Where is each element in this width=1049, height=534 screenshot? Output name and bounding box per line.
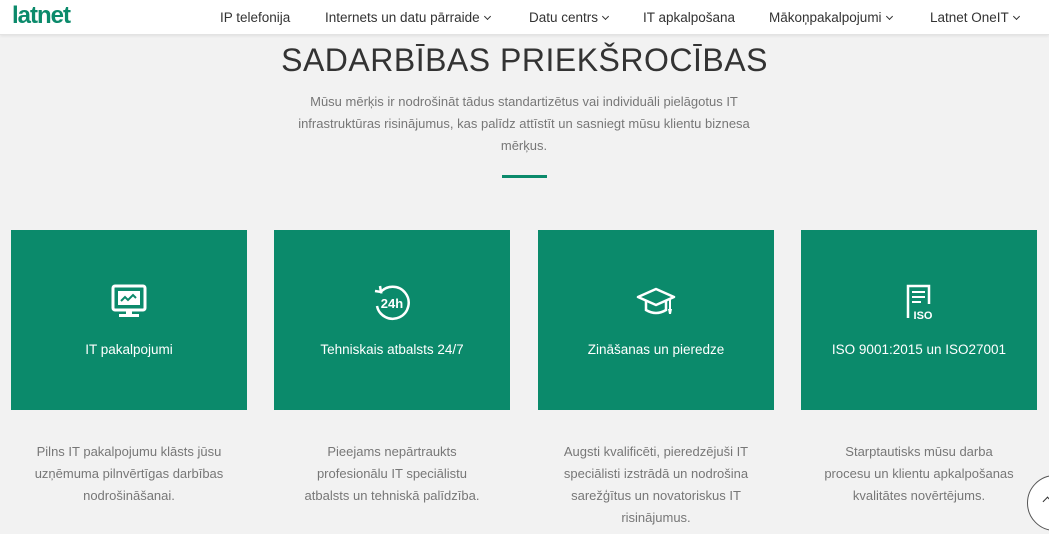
card-description — [11, 441, 247, 507]
chevron-down-icon — [1013, 13, 1020, 20]
section-title: SADARBĪBAS PRIEKŠROCĪBAS — [281, 42, 768, 78]
desc-line: kvalitātes novērtējums. — [852, 488, 986, 503]
nav-datu-centrs[interactable] — [529, 10, 608, 25]
card-tehniskais-atbalsts[interactable] — [274, 230, 510, 410]
card-description — [801, 441, 1037, 507]
card-label: ISO 9001:2015 un ISO27001 — [831, 342, 1007, 357]
desc-line: nodrošināšanai. — [83, 488, 175, 503]
desc-line: profesionālu IT speciālistu — [316, 466, 468, 481]
chevron-down-icon — [886, 13, 893, 20]
chevron-down-icon — [484, 13, 491, 20]
graduation-cap-icon — [636, 282, 676, 322]
desc-line: Pilns IT pakalpojumu klāsts jūsu — [36, 444, 222, 459]
card-iso[interactable] — [801, 230, 1037, 410]
section-divider — [502, 175, 547, 178]
card-label: IT pakalpojumi — [85, 342, 173, 357]
latnet-logo[interactable]: latnet — [12, 2, 71, 29]
chevron-up-icon — [1043, 497, 1049, 507]
section-intro — [294, 91, 754, 157]
icon-text: 24h — [380, 296, 404, 311]
desc-line: sarežģītus un novatoriskus IT — [571, 488, 741, 503]
nav-ip-telefonija[interactable] — [220, 10, 290, 25]
desc-line: Pieejams nepārtraukts — [327, 444, 457, 459]
chevron-down-icon — [602, 13, 609, 20]
nav-label: IP telefonija — [220, 10, 291, 25]
card-description — [538, 441, 774, 529]
nav-it-apkalposana[interactable] — [643, 10, 735, 25]
intro-line: mērķus. — [500, 138, 548, 153]
nav-label: Mākoņpakalpojumi — [769, 10, 882, 25]
nav-latnet-oneit[interactable] — [930, 10, 1019, 25]
nav-label: Datu centrs — [529, 10, 599, 25]
desc-line: atbalsts un tehniskā palīdzība. — [304, 488, 480, 503]
desc-line: Augsti kvalificēti, pieredzējuši IT — [563, 444, 749, 459]
top-navbar — [0, 0, 1049, 35]
card-label: Tehniskais atbalsts 24/7 — [320, 342, 464, 357]
icon-text: ISO — [913, 310, 933, 322]
card-label: Zināšanas un pieredze — [587, 342, 725, 357]
desc-line: risinājumus. — [621, 510, 691, 525]
nav-internets[interactable] — [325, 10, 490, 25]
desc-line: Starptautisks mūsu darba — [845, 444, 993, 459]
desc-line: uzņēmuma pilnvērtīgas darbības — [34, 466, 224, 481]
iso-certificate-icon — [899, 282, 939, 322]
nav-label: IT apkalpošana — [643, 10, 736, 25]
card-zinasanas[interactable] — [538, 230, 774, 410]
nav-makonpakalpojumi[interactable] — [769, 10, 892, 25]
24h-support-icon — [372, 282, 412, 322]
nav-label: Latnet OneIT — [930, 10, 1009, 25]
nav-label: Internets un datu pārraide — [325, 10, 480, 25]
monitor-icon — [109, 282, 149, 322]
card-it-pakalpojumi[interactable] — [11, 230, 247, 410]
desc-line: speciālisti izstrādā un nodrošina — [563, 466, 749, 481]
desc-line: procesu un klientu apkalpošanas — [824, 466, 1014, 481]
card-description — [274, 441, 510, 507]
intro-line: Mūsu mērķis ir nodrošināt tādus standartizētus vai individuāli pielāgotus IT — [310, 94, 738, 109]
intro-line: infrastruktūras risinājumus, kas palīdz attīstīt un sasniegt mūsu klientu biznesa — [298, 116, 750, 131]
